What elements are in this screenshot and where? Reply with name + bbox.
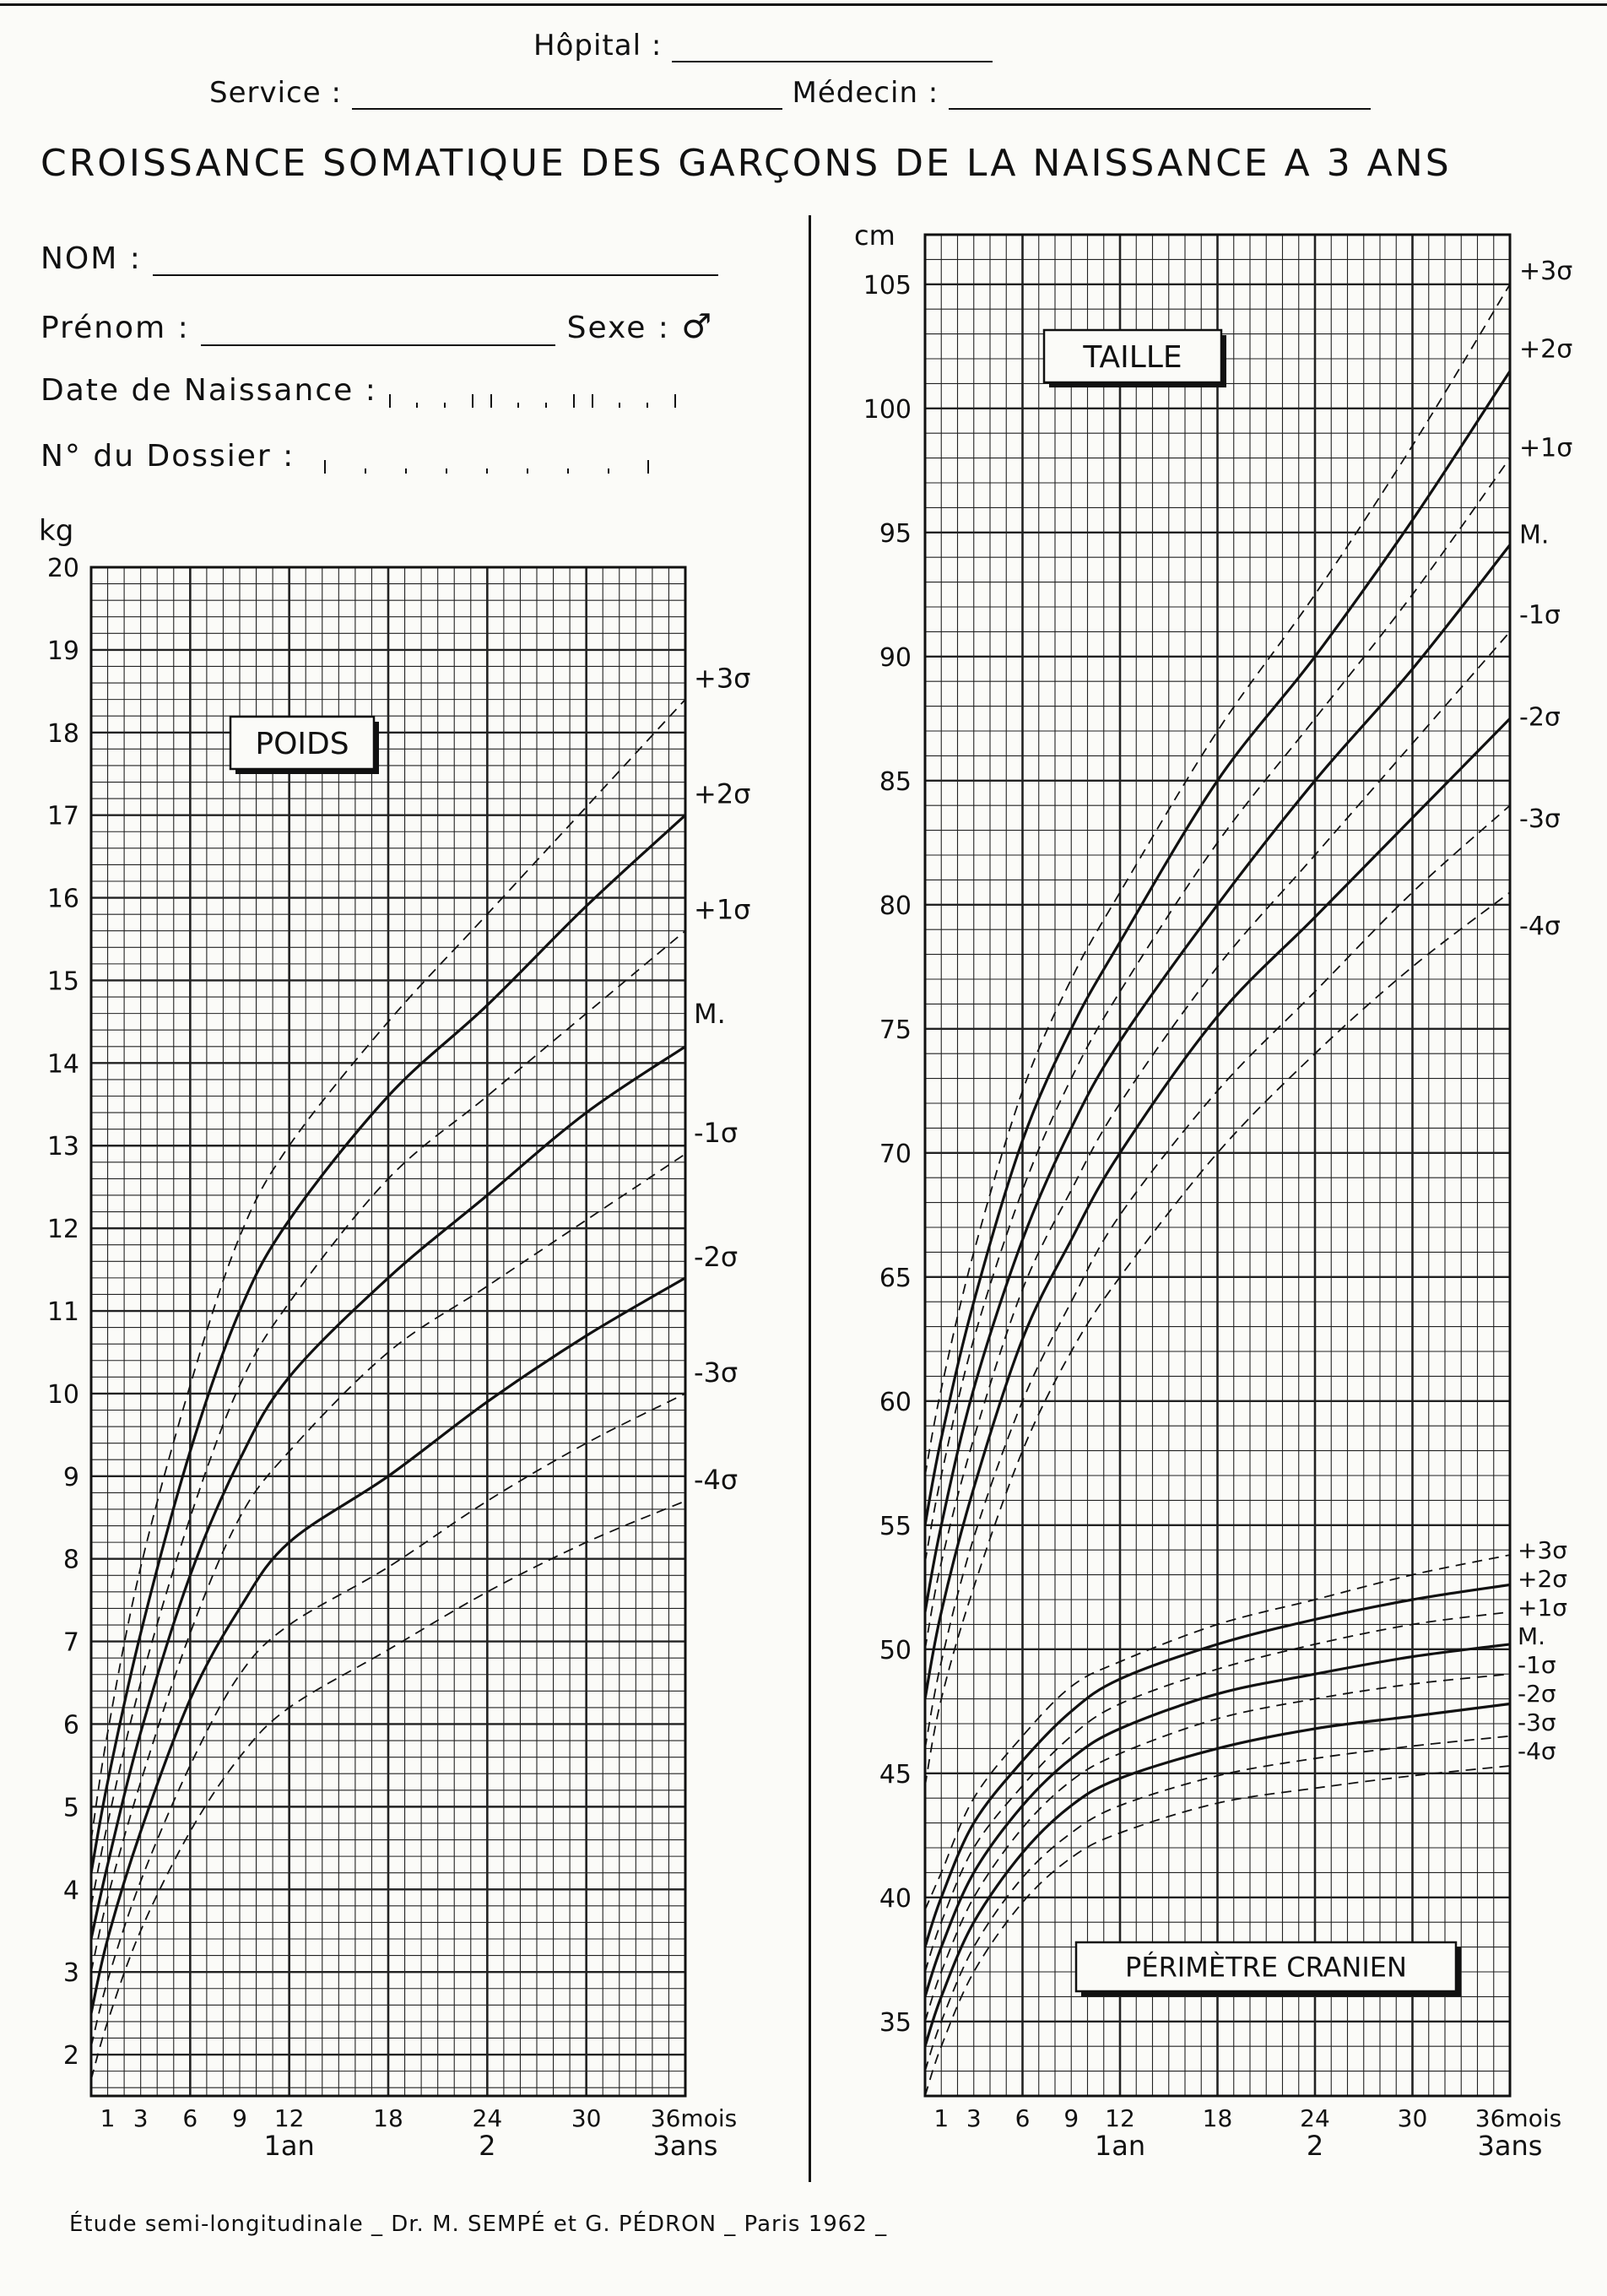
perimetre-series-label: -2σ [1518, 1680, 1556, 1708]
service-label: Service : [209, 76, 342, 110]
poids-x-year-label: 3ans [652, 2130, 718, 2162]
poids-y-tick-label: 8 [62, 1545, 79, 1575]
taille-y-tick-label: 65 [879, 1263, 912, 1293]
taille-series-label: -2σ [1519, 702, 1561, 733]
taille-series-label: +1σ [1519, 433, 1573, 463]
taille-series-label: -1σ [1519, 600, 1561, 631]
taille-y-tick-label: 95 [879, 518, 912, 549]
perimetre-title-text: PÉRIMÈTRE CRANIEN [1125, 1951, 1407, 1984]
poids-series-label: -4σ [694, 1464, 739, 1497]
poids-y-tick-label: 6 [62, 1710, 79, 1741]
poids-y-tick-label: 18 [46, 718, 79, 749]
taille-x-tick-label: 1 [933, 2104, 950, 2132]
poids-y-tick-label: 14 [46, 1049, 79, 1080]
poids-x-tick-label: 1 [100, 2104, 116, 2132]
medecin-label: Médecin : [792, 76, 939, 110]
perimetre-series-label: +2σ [1518, 1565, 1568, 1593]
taille-x-year-label: 2 [1306, 2130, 1324, 2162]
nom-label: NOM : [41, 241, 142, 276]
poids-y-tick-label: 19 [46, 636, 79, 666]
taille-y-tick-label: 100 [863, 394, 912, 425]
poids-series-label: -3σ [694, 1356, 739, 1389]
poids-y-tick-label: 15 [46, 967, 79, 997]
taille-y-tick-label: 80 [879, 891, 912, 921]
poids-x-tick-label: 9 [232, 2104, 247, 2132]
poids-y-tick-label: 10 [46, 1379, 79, 1410]
perimetre-series-label: -4σ [1518, 1737, 1556, 1765]
poids-x-tick-label: 30 [571, 2104, 602, 2132]
poids-series-label: M. [694, 997, 726, 1030]
poids-series-label: +1σ [694, 893, 751, 926]
footer-credit: Étude semi-longitudinale _ Dr. M. SEMPÉ et G. PÉDRON _ Paris 1962 _ [69, 2212, 888, 2237]
taille-y-tick-label: 55 [879, 1511, 912, 1541]
taille-y-tick-label: 45 [879, 1759, 912, 1790]
taille-x-year-label: 3ans [1477, 2130, 1543, 2162]
dossier-label: N° du Dossier : [41, 439, 295, 474]
perimetre-series-label: +1σ [1518, 1594, 1568, 1622]
poids-series-label: +2σ [694, 777, 751, 810]
poids-y-tick-label: 11 [46, 1297, 79, 1328]
taille-x-year-label: 1an [1094, 2130, 1146, 2162]
poids-y-tick-label: 13 [46, 1132, 79, 1162]
poids-y-tick-label: 17 [46, 801, 79, 831]
poids-y-tick-label: 4 [62, 1876, 79, 1906]
taille-y-tick-label: 75 [879, 1015, 912, 1045]
perimetre-series-label: -3σ [1518, 1708, 1556, 1736]
poids-title-text: POIDS [255, 726, 349, 761]
taille-series-label: M. [1519, 520, 1550, 550]
taille-title [1044, 330, 1226, 387]
poids-x-tick-label: 36mois [650, 2104, 738, 2132]
taille-title-text: TAILLE [1083, 339, 1182, 375]
poids-series-label: +3σ [694, 662, 751, 695]
poids-y-tick-label: 3 [62, 1958, 79, 1989]
taille-x-tick-label: 3 [966, 2104, 982, 2132]
perimetre-series-label: M. [1518, 1622, 1546, 1650]
perimetre-series-label: +3σ [1518, 1536, 1568, 1564]
taille-series-label: -3σ [1519, 804, 1561, 835]
poids-x-tick-label: 6 [182, 2104, 198, 2132]
taille-y-tick-label: 90 [879, 642, 912, 673]
date-label: Date de Naissance : [41, 373, 377, 408]
prenom-label: Prénom : [41, 311, 190, 345]
male-symbol-icon: ♂ [681, 307, 714, 346]
poids-title [230, 717, 379, 774]
taille-y-tick-label: 35 [879, 2007, 912, 2038]
taille-x-tick-label: 12 [1105, 2104, 1135, 2132]
poids-x-tick-label: 24 [472, 2104, 503, 2132]
poids-y-unit: kg [39, 514, 74, 548]
taille-x-tick-label: 6 [1015, 2104, 1031, 2132]
taille-series-label: +2σ [1519, 334, 1573, 365]
sexe-label: Sexe : [566, 311, 670, 345]
taille-y-tick-label: 70 [879, 1139, 912, 1169]
poids-x-tick-label: 12 [273, 2104, 305, 2132]
perimetre-title [1076, 1942, 1461, 1996]
poids-y-tick-label: 12 [46, 1215, 79, 1245]
taille-x-tick-label: 18 [1202, 2104, 1233, 2132]
poids-x-year-label: 2 [479, 2130, 496, 2162]
poids-y-tick-label: 5 [62, 1793, 79, 1823]
taille-x-tick-label: 36mois [1474, 2104, 1562, 2132]
page-title: CROISSANCE SOMATIQUE DES GARÇONS DE LA NAISSANCE A 3 ANS [41, 142, 1452, 185]
poids-x-year-label: 1an [263, 2130, 315, 2162]
poids-x-tick-label: 3 [133, 2104, 149, 2132]
taille-y-tick-label: 85 [879, 766, 912, 797]
hopital-label: Hôpital : [533, 29, 663, 62]
poids-y-tick-label: 16 [46, 884, 79, 914]
poids-y-tick-label: 20 [46, 554, 79, 583]
taille-y-tick-label: 50 [879, 1635, 912, 1665]
poids-series-label: -1σ [694, 1117, 739, 1150]
taille-y-tick-label: 40 [879, 1883, 912, 1914]
taille-y-tick-label: 60 [879, 1387, 912, 1417]
taille-series-label: +3σ [1519, 256, 1573, 286]
poids-y-tick-label: 9 [62, 1462, 79, 1492]
poids-x-tick-label: 18 [373, 2104, 403, 2132]
taille-y-unit: cm [854, 219, 895, 252]
poids-y-tick-label: 2 [62, 2041, 79, 2071]
poids-series-label: -2σ [694, 1240, 739, 1273]
taille-x-tick-label: 24 [1300, 2104, 1330, 2132]
taille-x-tick-label: 9 [1063, 2104, 1079, 2132]
taille-x-tick-label: 30 [1397, 2104, 1428, 2132]
taille-series-label: -4σ [1519, 912, 1561, 942]
poids-y-tick-label: 7 [62, 1627, 79, 1658]
perimetre-series-label: -1σ [1518, 1651, 1556, 1679]
taille-y-tick-label: 105 [863, 270, 912, 301]
